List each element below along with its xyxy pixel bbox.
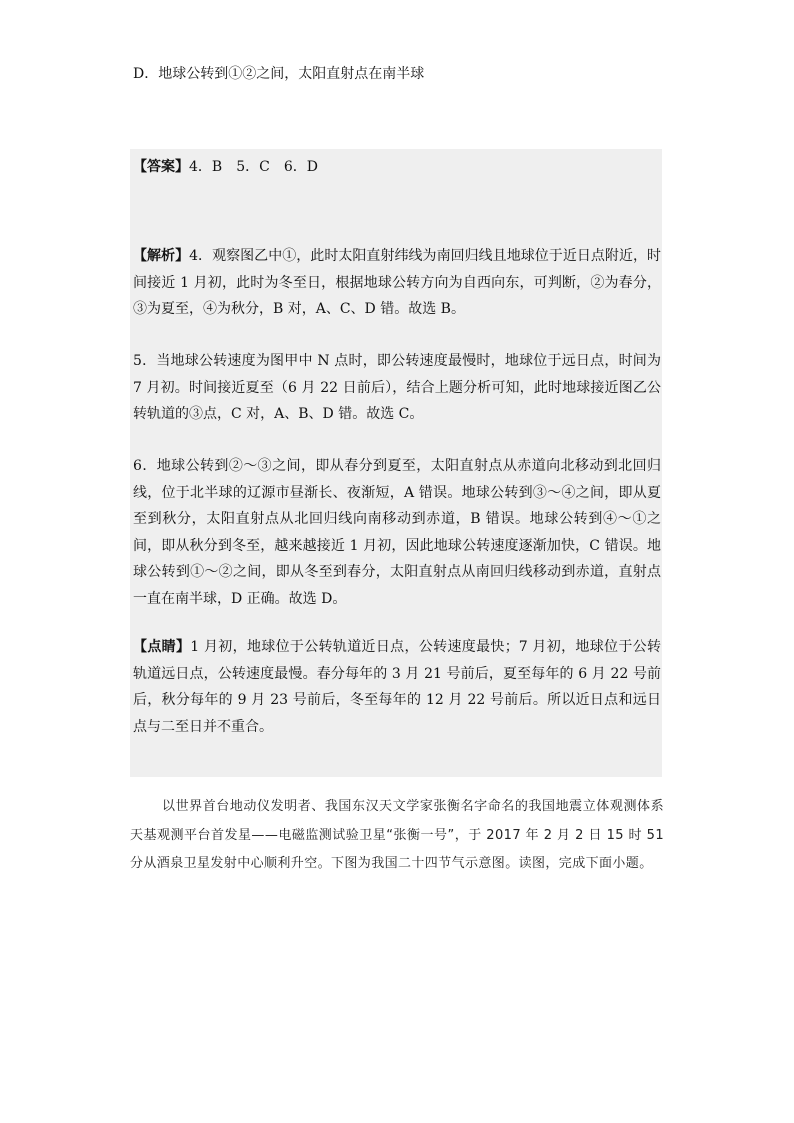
- option-d: D．地球公转到①②之间，太阳直射点在南半球: [133, 66, 425, 82]
- tip-label: 【点睛】: [133, 639, 191, 655]
- answer-line: [133, 155, 318, 179]
- analysis-paragraph-4: [133, 243, 661, 323]
- analysis-label: 【解析】: [133, 248, 190, 264]
- material-paragraph: 以世界首台地动仪发明者、我国东汉天文学家张衡名字命名的我国地震立体观测体系天基观测平台首发星——电磁监测试验卫星“张衡一号”，于 2017 年 2 月 2 日 15 时 51 分从酒泉卫星发射中心顺利升空。下图为我国二十四节气示意图。读图，完成下面小题。: [130, 799, 664, 871]
- answer-text: 4．B 5．C 6．D: [189, 159, 318, 175]
- tip-text: 1 月初，地球位于公转轨道近日点，公转速度最快；7 月初，地球位于公转轨道远日点，公转速度最慢。春分每年的 3 月 21 号前后，夏至每年的 6 月 22 号前后，秋分每年的 9 月 23 号前后，冬至每年的 12 月 22 号前后。所以近日点和远日点与二至日并不重合。: [133, 639, 662, 735]
- analysis-paragraph-6: 6．地球公转到②～③之间，即从春分到夏至，太阳直射点从赤道向北移动到北回归线，位于北半球的辽源市昼渐长、夜渐短，A 错误。地球公转到③～④之间，即从夏至到秋分，太阳直射点从北回归线向南移动到赤道，B 错误。地球公转到④～①之间，即从秋分到冬至，越来越接近 1 月初，因此地球公转速度逐渐加快，C 错误。地球公转到①～②之间，即从冬至到春分，太阳直射点从南回归线移动到赤道，直射点一直在南半球，D 正确。故选 D。: [133, 458, 661, 607]
- answer-explanation-block: [130, 149, 662, 777]
- analysis-paragraph-5: 5．当地球公转速度为图甲中 N 点时，即公转速度最慢时，地球位于远日点，时间为 7 月初。时间接近夏至（6 月 22 日前后），结合上题分析可知，此时地球接近图乙公转轨道的③点，C 对，A、B、D 错。故选 C。: [133, 353, 661, 422]
- analysis-text-4: 4．观察图乙中①，此时太阳直射纬线为南回归线且地球位于近日点附近，时间接近 1 月初，此时为冬至日，根据地球公转方向为自西向东，可判断，②为春分，③为夏至，④为秋分，B 对，A、C、D 错。故选 B。: [133, 248, 662, 317]
- tip-paragraph: [133, 634, 661, 740]
- answer-label: 【答案】: [133, 159, 189, 175]
